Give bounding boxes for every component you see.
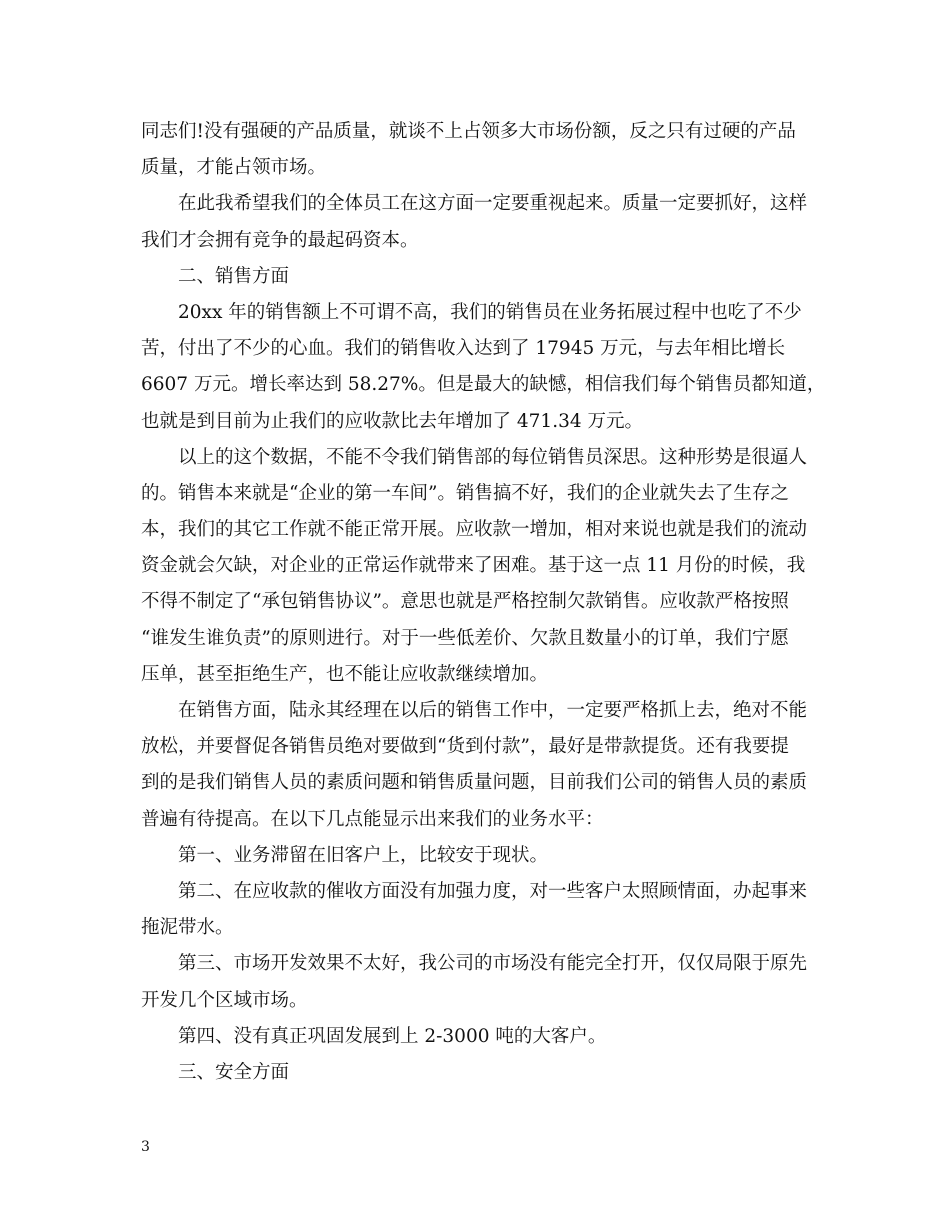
text-line: 质量，才能占领市场。 [141,157,327,179]
text-line: 普遍有待提高。在以下几点能显示出来我们的业务水平： [141,808,604,830]
list-item [141,1019,813,1055]
text-line: 同志们!没有强硬的产品质量，就谈不上占领多大市场份额，反之只有过硬的产品 [141,121,796,142]
text-line: 20xx 年的销售额上不可谓不高，我们的销售员在业务拓展过程中也吃了不少 [178,301,802,323]
paragraph [141,693,813,838]
text-line: 不得不制定了“承包销售协议”。意思也就是严格控制欠款销售。应收款严格按照 [141,591,789,613]
text-line: 第三、市场开发效果不太好，我公司的市场没有能完全打开，仅仅局限于原先 [178,953,808,975]
text-line: 在此我希望我们的全体员工在这方面一定要重视起来。质量一定要抓好，这样 [178,193,808,215]
section-heading [141,259,813,295]
text-line: 本，我们的其它工作就不能正常开展。应收款一增加，相对来说也就是我们的流动 [141,519,808,541]
text-line: 资金就会欠缺，对企业的正常运作就带来了困难。基于这一点 11 月份的时候，我 [141,555,806,577]
text-line: 苦，付出了不少的心血。我们的销售收入达到了 17945 万元，与去年相比增长 [141,338,786,360]
text-line: 二、销售方面 [178,265,290,287]
section-heading [141,1055,813,1091]
list-item [141,838,813,874]
text-line: 放松，并要督促各销售员绝对要做到“货到付款”，最好是带款提货。还有我要提 [141,736,789,758]
document-body [141,114,826,1091]
text-line: 到的是我们销售人员的素质问题和销售质量问题，目前我们公司的销售人员的素质 [141,772,808,794]
text-line: 压单，甚至拒绝生产，也不能让应收款继续增加。 [141,663,549,685]
list-item [141,946,813,1018]
paragraph [141,295,826,440]
text-line: 6607 万元。增长率达到 58.27%。但是最大的缺憾，相信我们每个销售员都知道， [141,374,826,396]
text-line: 三、安全方面 [178,1061,290,1083]
list-item [141,874,813,946]
text-line: 的。销售本来就是“企业的第一车间”。销售搞不好，我们的企业就失去了生存之 [141,482,789,504]
text-line: “谁发生谁负责”的原则进行。对于一些低差价、欠款且数量小的订单，我们宁愿 [141,627,789,649]
paragraph [141,440,813,693]
text-line: 第二、在应收款的催收方面没有加强力度，对一些客户太照顾情面，办起事来 [178,880,808,902]
text-line: 第四、没有真正巩固发展到上 2-3000 吨的大客户。 [178,1025,607,1047]
text-line: 拖泥带水。 [141,917,234,939]
text-line: 在销售方面，陆永其经理在以后的销售工作中，一定要严格抓上去，绝对不能 [178,700,808,721]
text-line: 我们才会拥有竞争的最起码资本。 [141,229,419,251]
text-line: 开发几个区域市场。 [141,989,308,1011]
page-number: 3 [141,1139,150,1155]
text-line: 以上的这个数据，不能不令我们销售部的每位销售员深思。这种形势是很逼人 [178,446,808,468]
paragraph [141,114,813,186]
paragraph [141,186,813,258]
text-line: 也就是到目前为止我们的应收款比去年增加了 471.34 万元。 [141,410,643,432]
text-line: 第一、业务滞留在旧客户上，比较安于现状。 [178,844,549,866]
